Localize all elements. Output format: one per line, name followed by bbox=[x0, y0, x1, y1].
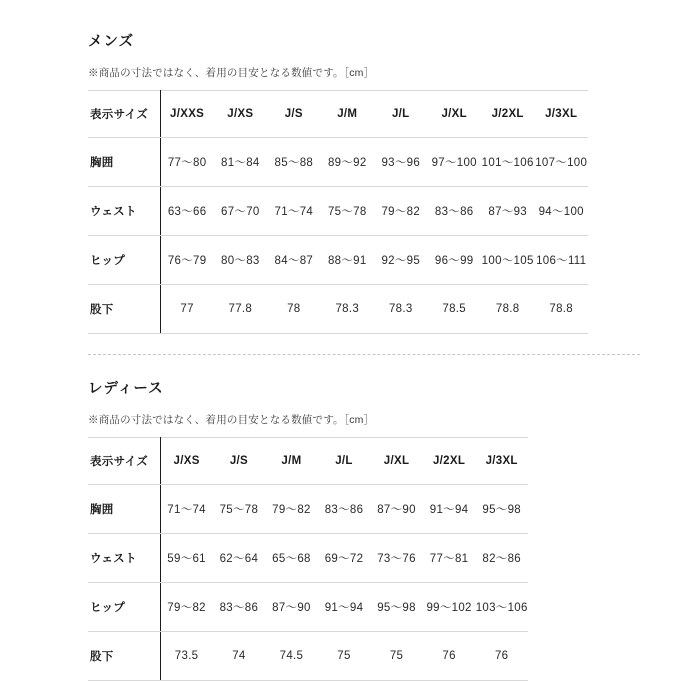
measure-value: 78.8 bbox=[534, 285, 588, 334]
size-column-header: J/3XL bbox=[475, 438, 528, 485]
measure-value: 95〜98 bbox=[475, 485, 528, 534]
measure-value: 79〜82 bbox=[265, 485, 318, 534]
measure-value: 78.5 bbox=[427, 285, 480, 334]
ladies-section bbox=[88, 377, 640, 681]
measure-value: 106〜111 bbox=[534, 236, 588, 285]
measure-value: 91〜94 bbox=[423, 485, 476, 534]
measure-value: 83〜86 bbox=[318, 485, 371, 534]
measure-value: 93〜96 bbox=[374, 138, 427, 187]
measure-value: 76 bbox=[475, 632, 528, 681]
measure-value: 81〜84 bbox=[214, 138, 267, 187]
measure-value: 88〜91 bbox=[321, 236, 374, 285]
table-row bbox=[88, 285, 588, 334]
size-column-header: J/M bbox=[321, 91, 374, 138]
size-column-header: J/2XL bbox=[481, 91, 534, 138]
measure-value: 84〜87 bbox=[267, 236, 320, 285]
section-divider bbox=[88, 354, 640, 355]
measure-value: 78.3 bbox=[321, 285, 374, 334]
measure-value: 107〜100 bbox=[534, 138, 588, 187]
measure-value: 100〜105 bbox=[481, 236, 534, 285]
measure-value: 74 bbox=[213, 632, 266, 681]
measure-label: 胸囲 bbox=[88, 138, 160, 187]
table-row bbox=[88, 632, 528, 681]
size-column-header: J/3XL bbox=[534, 91, 588, 138]
measure-value: 82〜86 bbox=[475, 534, 528, 583]
measure-value: 78.8 bbox=[481, 285, 534, 334]
measure-value: 75 bbox=[370, 632, 423, 681]
table-row bbox=[88, 138, 588, 187]
size-column-header: J/XL bbox=[370, 438, 423, 485]
measure-value: 71〜74 bbox=[267, 187, 320, 236]
measure-label: ウェスト bbox=[88, 534, 160, 583]
table-header-row bbox=[88, 438, 528, 485]
size-column-header: J/S bbox=[213, 438, 266, 485]
measure-value: 94〜100 bbox=[534, 187, 588, 236]
measure-value: 78 bbox=[267, 285, 320, 334]
size-column-header: J/M bbox=[265, 438, 318, 485]
table-row bbox=[88, 187, 588, 236]
measure-value: 67〜70 bbox=[214, 187, 267, 236]
measure-value: 62〜64 bbox=[213, 534, 266, 583]
measure-value: 97〜100 bbox=[427, 138, 480, 187]
size-column-header: J/2XL bbox=[423, 438, 476, 485]
measure-value: 74.5 bbox=[265, 632, 318, 681]
ladies-section-note: ※商品の寸法ではなく、着用の目安となる数値です。［cm］ bbox=[88, 414, 375, 426]
measure-value: 83〜86 bbox=[427, 187, 480, 236]
size-column-header: J/L bbox=[374, 91, 427, 138]
measure-value: 77〜81 bbox=[423, 534, 476, 583]
measure-label: 胸囲 bbox=[88, 485, 160, 534]
mens-section-title: メンズ bbox=[88, 34, 135, 50]
measure-value: 77 bbox=[160, 285, 213, 334]
size-column-header: J/XS bbox=[214, 91, 267, 138]
measure-value: 87〜90 bbox=[370, 485, 423, 534]
measure-value: 87〜93 bbox=[481, 187, 534, 236]
measure-value: 96〜99 bbox=[427, 236, 480, 285]
table-header-row bbox=[88, 91, 588, 138]
measure-value: 79〜82 bbox=[160, 583, 213, 632]
measure-value: 87〜90 bbox=[265, 583, 318, 632]
ladies-size-table bbox=[88, 437, 528, 681]
measure-value: 91〜94 bbox=[318, 583, 371, 632]
size-column-header: J/S bbox=[267, 91, 320, 138]
measure-value: 79〜82 bbox=[374, 187, 427, 236]
measure-value: 85〜88 bbox=[267, 138, 320, 187]
measure-value: 89〜92 bbox=[321, 138, 374, 187]
size-column-header: J/XS bbox=[160, 438, 213, 485]
measure-value: 103〜106 bbox=[475, 583, 528, 632]
measure-value: 80〜83 bbox=[214, 236, 267, 285]
measure-value: 69〜72 bbox=[318, 534, 371, 583]
measure-value: 75〜78 bbox=[321, 187, 374, 236]
measure-value: 59〜61 bbox=[160, 534, 213, 583]
measure-value: 95〜98 bbox=[370, 583, 423, 632]
size-column-header: J/XL bbox=[427, 91, 480, 138]
measure-value: 78.3 bbox=[374, 285, 427, 334]
header-size-label: 表示サイズ bbox=[88, 438, 160, 485]
measure-label: ヒップ bbox=[88, 583, 160, 632]
measure-value: 77.8 bbox=[214, 285, 267, 334]
size-column-header: J/L bbox=[318, 438, 371, 485]
header-size-label: 表示サイズ bbox=[88, 91, 160, 138]
mens-section bbox=[88, 30, 640, 334]
measure-value: 63〜66 bbox=[160, 187, 213, 236]
measure-value: 75〜78 bbox=[213, 485, 266, 534]
mens-section-note: ※商品の寸法ではなく、着用の目安となる数値です。［cm］ bbox=[88, 67, 375, 79]
measure-value: 75 bbox=[318, 632, 371, 681]
mens-size-table bbox=[88, 90, 588, 334]
measure-label: ヒップ bbox=[88, 236, 160, 285]
measure-value: 73.5 bbox=[160, 632, 213, 681]
measure-value: 101〜106 bbox=[481, 138, 534, 187]
measure-label: 股下 bbox=[88, 632, 160, 681]
measure-value: 99〜102 bbox=[423, 583, 476, 632]
measure-value: 76〜79 bbox=[160, 236, 213, 285]
measure-value: 76 bbox=[423, 632, 476, 681]
measure-value: 73〜76 bbox=[370, 534, 423, 583]
table-row bbox=[88, 485, 528, 534]
measure-value: 77〜80 bbox=[160, 138, 213, 187]
table-row bbox=[88, 534, 528, 583]
measure-value: 92〜95 bbox=[374, 236, 427, 285]
ladies-section-title: レディース bbox=[88, 381, 164, 397]
size-column-header: J/XXS bbox=[160, 91, 213, 138]
measure-label: ウェスト bbox=[88, 187, 160, 236]
measure-value: 83〜86 bbox=[213, 583, 266, 632]
measure-value: 65〜68 bbox=[265, 534, 318, 583]
table-row bbox=[88, 236, 588, 285]
measure-value: 71〜74 bbox=[160, 485, 213, 534]
measure-label: 股下 bbox=[88, 285, 160, 334]
table-row bbox=[88, 583, 528, 632]
